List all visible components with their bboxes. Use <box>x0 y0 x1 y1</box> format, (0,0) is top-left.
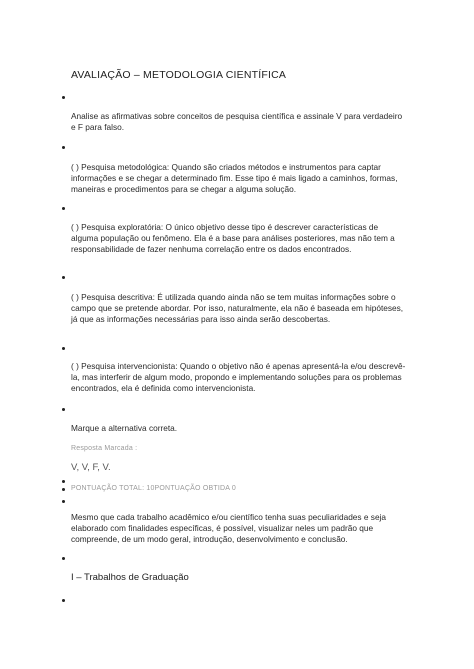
item-metodologica: ( ) Pesquisa metodológica: Quando são criados métodos e instrumentos para captar informações e se chegar a determinado fim. Esse tipo é mais ligado a caminhos, formas, maneiras e procedimentos para se chegar a alguma solução. <box>71 162 398 194</box>
page-title: AVALIAÇÃO – METODOLOGIA CIENTÍFICA <box>71 69 287 81</box>
item-exploratoria: ( ) Pesquisa exploratória: O único objetivo desse tipo é descrever características de alguma população ou fenômeno. Ela é a base para análises posteriores, mas não tem a responsabilidade de fazer nenhuma correlação entre os dados encontrados. <box>71 222 395 254</box>
bullet-6 <box>62 408 65 411</box>
bullet-4 <box>62 276 65 279</box>
bullet-11 <box>62 599 65 602</box>
answer-label: Resposta Marcada : <box>71 445 138 452</box>
section-heading: I – Trabalhos de Graduação <box>71 572 189 583</box>
paragraph-2: Mesmo que cada trabalho acadêmico e/ou científico tenha suas peculiaridades e seja elaborado com finalidades específicas, é possível, visualizar neles um padrão que compreende, de um modo geral, introdução, desenvolvimento e conclusão. <box>71 512 387 544</box>
bullet-10 <box>62 557 65 560</box>
instruction-text: Marque a alternativa correta. <box>71 423 178 433</box>
item-intervencionista: ( ) Pesquisa intervencionista: Quando o objetivo não é apenas apresentá-la e/ou descrevê-la, mas interferir de algum modo, propondo e implementando soluções para os problemas encontrados, ela é definida como intervencionista. <box>71 361 406 393</box>
bullet-3 <box>62 207 65 210</box>
bullet-9 <box>62 500 65 503</box>
bullet-1 <box>62 96 65 99</box>
bullet-5 <box>62 347 65 350</box>
bullet-8 <box>62 488 65 491</box>
intro-paragraph: Analise as afirmativas sobre conceitos de pesquisa científica e assinale V para verdadeiro e F para falso. <box>71 111 403 132</box>
item-descritiva: ( ) Pesquisa descritiva: É utilizada quando ainda não se tem muitas informações sobre o campo que se pretende abordar. Por isso, naturalmente, ela não é baseada em hipóteses, já que as informações necessárias para isso ainda serão descobertas. <box>71 292 404 324</box>
bullet-7 <box>62 480 65 483</box>
answer-value: V, V, F, V. <box>71 462 111 473</box>
score-line: PONTUAÇÃO TOTAL: 10PONTUAÇÃO OBTIDA 0 <box>71 485 236 492</box>
bullet-2 <box>62 146 65 149</box>
